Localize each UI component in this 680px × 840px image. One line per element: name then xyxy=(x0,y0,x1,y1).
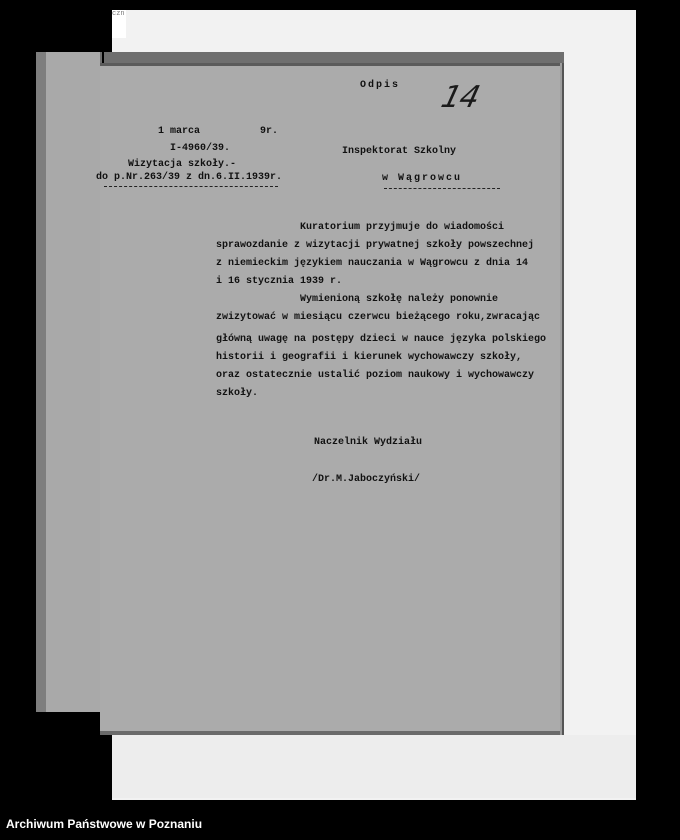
recipient-underline xyxy=(384,188,500,189)
related-underline xyxy=(104,186,278,187)
document-reference: I-4960/39. xyxy=(170,143,231,154)
recipient-line2: w Wągrowcu xyxy=(382,173,463,184)
body-line-4: i 16 stycznia 1939 r. xyxy=(216,276,343,287)
signature-name: /Dr.M.Jaboczyński/ xyxy=(312,474,421,485)
archive-footer: Archiwum Państwowe w Poznaniu xyxy=(6,817,203,831)
document-subject: Wizytacja szkoły.- xyxy=(128,159,237,170)
body-line-3: z niemieckim językiem nauczania w Wągrowcu z dnia 14 xyxy=(216,258,529,269)
document-related: do p.Nr.263/39 z dn.6.II.1939r. xyxy=(96,172,283,183)
body-line-2: sprawozdanie z wizytacji prywatnej szkoły powszechnej xyxy=(216,240,535,251)
signature-title: Naczelnik Wydziału xyxy=(314,437,423,448)
back-sheet-tab: czn xyxy=(112,10,126,38)
handwritten-page-number: 14 xyxy=(437,80,483,115)
body-line-9: oraz ostatecznie ustalić poziom naukowy i wychowawczy xyxy=(216,370,535,381)
body-line-1: Kuratorium przyjmuje do wiadomości xyxy=(300,222,505,233)
recipient-line1: Inspektorat Szkolny xyxy=(342,146,457,157)
body-line-8: historii i geografii i kierunek wychowawczy szkoły, xyxy=(216,352,523,363)
left-binding-shadow xyxy=(36,52,46,712)
header-copy: Odpis xyxy=(360,80,401,91)
bottom-sheet xyxy=(112,735,636,798)
body-line-5: Wymienioną szkołę należy ponownie xyxy=(300,294,499,305)
document-date: 1 marca 9r. xyxy=(158,126,279,137)
body-line-6: zwizytować w miesiącu czerwcu bieżącego roku,zwracając xyxy=(216,312,541,323)
body-line-10: szkoły. xyxy=(216,388,259,399)
body-line-7: główną uwagę na postępy dzieci w nauce języka polskiego xyxy=(216,334,547,345)
